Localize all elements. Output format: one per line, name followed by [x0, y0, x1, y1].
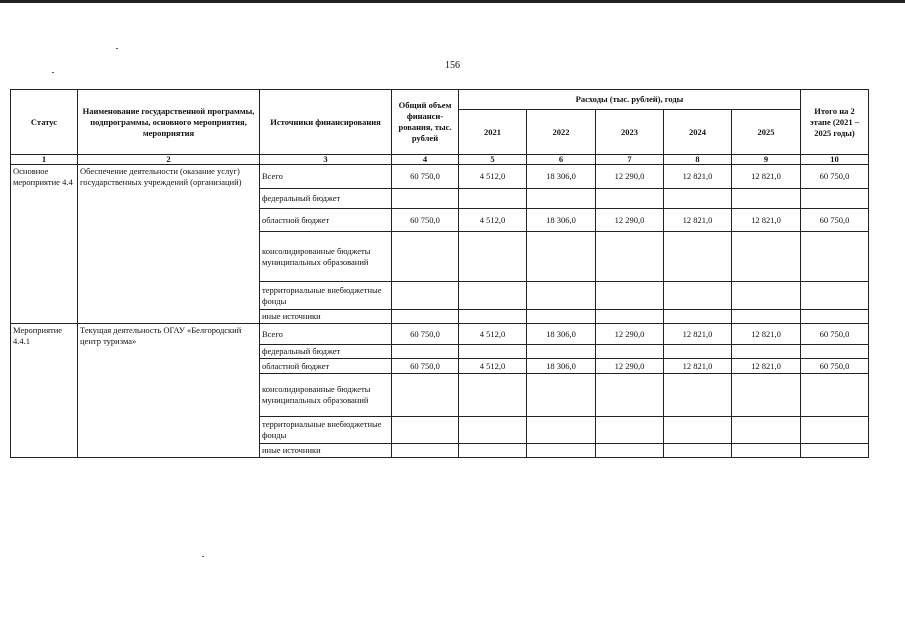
year-cell — [527, 189, 596, 209]
year-cell: 4 512,0 — [459, 209, 527, 232]
total-cell — [392, 374, 459, 417]
year-cell — [459, 374, 527, 417]
column-number: 9 — [732, 155, 801, 165]
column-number: 4 — [392, 155, 459, 165]
year-cell: 12 821,0 — [732, 209, 801, 232]
itogo-cell: 60 750,0 — [801, 359, 869, 374]
total-cell — [392, 189, 459, 209]
header-year: 2022 — [527, 110, 596, 155]
total-cell: 60 750,0 — [392, 165, 459, 189]
year-cell: 12 821,0 — [732, 165, 801, 189]
year-cell: 12 821,0 — [732, 359, 801, 374]
itogo-cell — [801, 417, 869, 444]
source-cell: областной бюджет — [260, 359, 392, 374]
itogo-cell: 60 750,0 — [801, 209, 869, 232]
year-cell — [664, 374, 732, 417]
header-year: 2021 — [459, 110, 527, 155]
source-cell: Всего — [260, 165, 392, 189]
header-year: 2025 — [732, 110, 801, 155]
year-cell — [732, 444, 801, 458]
year-cell — [459, 189, 527, 209]
source-cell: консолидированные бюджеты муниципальных образований — [260, 232, 392, 282]
year-cell: 12 290,0 — [596, 209, 664, 232]
source-cell: иные источники — [260, 444, 392, 458]
name-cell: Текущая деятельность ОГАУ «Белгородский центр туризма» — [78, 324, 260, 458]
header-name: Наименование государственной программы, подпрограммы, основного мероприятия, мероприятия — [78, 90, 260, 155]
year-cell: 12 290,0 — [596, 359, 664, 374]
table-row — [11, 165, 869, 189]
header-year: 2024 — [664, 110, 732, 155]
year-cell — [527, 232, 596, 282]
itogo-cell — [801, 310, 869, 324]
itogo-cell — [801, 232, 869, 282]
year-cell — [596, 310, 664, 324]
source-cell: федеральный бюджет — [260, 189, 392, 209]
header-itogo: Итого на 2 этапе (2021 – 2025 годы) — [801, 90, 869, 155]
column-number: 5 — [459, 155, 527, 165]
column-number: 1 — [11, 155, 78, 165]
year-cell — [732, 232, 801, 282]
year-cell — [732, 189, 801, 209]
year-cell — [527, 310, 596, 324]
year-cell: 12 290,0 — [596, 324, 664, 345]
column-number: 6 — [527, 155, 596, 165]
year-cell — [527, 345, 596, 359]
source-cell: консолидированные бюджеты муниципальных образований — [260, 374, 392, 417]
year-cell: 18 306,0 — [527, 165, 596, 189]
status-cell: Мероприятие 4.4.1 — [11, 324, 78, 458]
year-cell — [664, 345, 732, 359]
year-cell — [596, 444, 664, 458]
year-cell — [527, 417, 596, 444]
header-total-volume: Общий объем финанси-рования, тыс. рублей — [392, 90, 459, 155]
year-cell: 18 306,0 — [527, 324, 596, 345]
year-cell — [459, 417, 527, 444]
total-cell: 60 750,0 — [392, 209, 459, 232]
year-cell — [596, 374, 664, 417]
header-expenses: Расходы (тыс. рублей), годы — [459, 90, 801, 110]
itogo-cell — [801, 345, 869, 359]
total-cell — [392, 444, 459, 458]
status-cell: Основное мероприятие 4.4 — [11, 165, 78, 324]
column-number-row — [11, 155, 869, 165]
scan-speck — [202, 556, 204, 557]
year-cell — [527, 374, 596, 417]
year-cell: 4 512,0 — [459, 165, 527, 189]
column-number: 2 — [78, 155, 260, 165]
scan-top-edge — [0, 0, 905, 3]
year-cell — [596, 417, 664, 444]
total-cell — [392, 310, 459, 324]
source-cell: областной бюджет — [260, 209, 392, 232]
year-cell: 12 821,0 — [664, 359, 732, 374]
year-cell: 4 512,0 — [459, 324, 527, 345]
year-cell — [459, 282, 527, 310]
header-year: 2023 — [596, 110, 664, 155]
itogo-cell: 60 750,0 — [801, 165, 869, 189]
itogo-cell: 60 750,0 — [801, 324, 869, 345]
year-cell: 12 821,0 — [732, 324, 801, 345]
itogo-cell — [801, 282, 869, 310]
year-cell — [732, 310, 801, 324]
source-cell: федеральный бюджет — [260, 345, 392, 359]
financing-table — [10, 89, 869, 458]
year-cell — [664, 189, 732, 209]
column-number: 8 — [664, 155, 732, 165]
year-cell — [596, 189, 664, 209]
year-cell — [459, 345, 527, 359]
column-number: 10 — [801, 155, 869, 165]
year-cell: 4 512,0 — [459, 359, 527, 374]
header-status: Статус — [11, 90, 78, 155]
scan-speck — [52, 72, 54, 73]
year-cell — [527, 444, 596, 458]
year-cell: 18 306,0 — [527, 209, 596, 232]
year-cell — [664, 282, 732, 310]
year-cell: 12 821,0 — [664, 209, 732, 232]
total-cell — [392, 345, 459, 359]
year-cell: 12 821,0 — [664, 165, 732, 189]
itogo-cell — [801, 444, 869, 458]
year-cell — [732, 345, 801, 359]
year-cell — [732, 417, 801, 444]
table-row — [11, 324, 869, 345]
total-cell — [392, 282, 459, 310]
year-cell — [596, 345, 664, 359]
year-cell — [664, 417, 732, 444]
year-cell — [732, 282, 801, 310]
itogo-cell — [801, 189, 869, 209]
source-cell: иные источники — [260, 310, 392, 324]
year-cell — [596, 282, 664, 310]
year-cell: 12 821,0 — [664, 324, 732, 345]
source-cell: территориальные внебюджетные фонды — [260, 282, 392, 310]
year-cell — [664, 444, 732, 458]
year-cell — [732, 374, 801, 417]
column-number: 3 — [260, 155, 392, 165]
year-cell — [596, 232, 664, 282]
scan-speck — [116, 48, 118, 49]
header-sources: Источники финансирования — [260, 90, 392, 155]
year-cell — [664, 232, 732, 282]
total-cell: 60 750,0 — [392, 359, 459, 374]
total-cell: 60 750,0 — [392, 324, 459, 345]
source-cell: территориальные внебюджетные фонды — [260, 417, 392, 444]
itogo-cell — [801, 374, 869, 417]
year-cell — [459, 444, 527, 458]
column-number: 7 — [596, 155, 664, 165]
name-cell: Обеспечение деятельности (оказание услуг) государственных учреждений (организаций) — [78, 165, 260, 324]
year-cell — [459, 232, 527, 282]
year-cell — [527, 282, 596, 310]
year-cell — [459, 310, 527, 324]
total-cell — [392, 232, 459, 282]
year-cell: 18 306,0 — [527, 359, 596, 374]
year-cell: 12 290,0 — [596, 165, 664, 189]
page-number: 156 — [445, 60, 460, 71]
source-cell: Всего — [260, 324, 392, 345]
table-header — [11, 90, 869, 165]
year-cell — [664, 310, 732, 324]
total-cell — [392, 417, 459, 444]
